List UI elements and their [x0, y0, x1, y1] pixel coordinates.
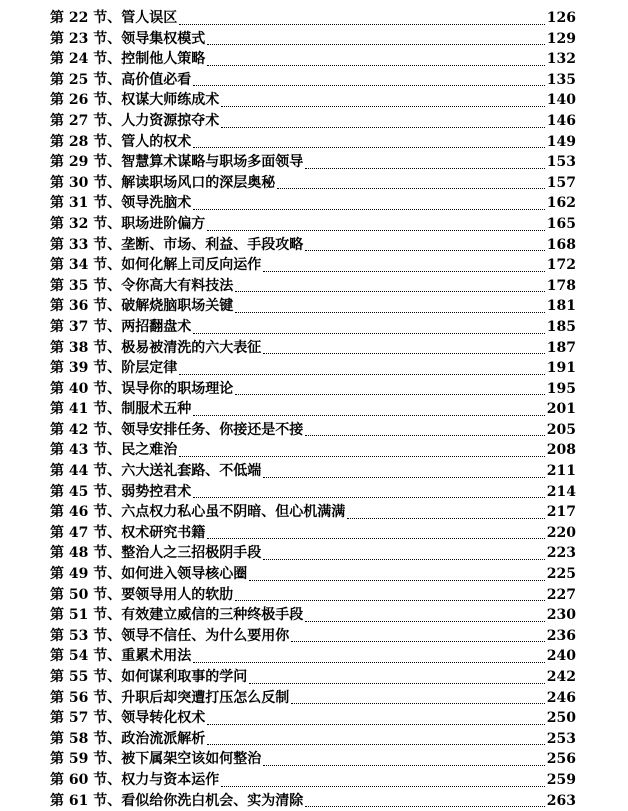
- toc-entry-title: 第 61 节、看似给你洗白机会、实为清除: [50, 792, 304, 809]
- dot-leader: [207, 743, 545, 745]
- toc-entry-page-number: 181: [546, 298, 576, 315]
- toc-entry-page-number: 187: [546, 339, 576, 356]
- toc-entry-title: 第 24 节、控制他人策略: [50, 51, 206, 68]
- toc-entry-page-number: 223: [546, 545, 576, 562]
- dot-leader: [193, 414, 545, 416]
- toc-entry-title: 第 42 节、领导安排任务、你接还是不接: [50, 421, 304, 438]
- toc-entry-title: 第 32 节、职场进阶偏方: [50, 215, 206, 232]
- toc-entry[interactable]: [50, 708, 576, 729]
- toc-entry-title: 第 34 节、如何化解上司反向运作: [50, 257, 262, 274]
- toc-entry-title: 第 49 节、如何进入领导核心圈: [50, 566, 248, 583]
- toc-entry-page-number: 227: [546, 586, 576, 603]
- dot-leader: [193, 84, 545, 86]
- toc-entry-page-number: 168: [546, 236, 576, 253]
- toc-entry-page-number: 185: [546, 318, 576, 335]
- toc-entry-page-number: 140: [546, 92, 576, 109]
- toc-entry-page-number: 195: [546, 380, 576, 397]
- dot-leader: [305, 620, 545, 622]
- toc-entry[interactable]: [50, 626, 576, 647]
- toc-entry[interactable]: [50, 132, 576, 153]
- toc-entry-title: 第 40 节、误导你的职场理论: [50, 380, 234, 397]
- toc-entry-page-number: 253: [546, 730, 576, 747]
- dot-leader: [305, 249, 545, 251]
- dot-leader: [263, 764, 545, 766]
- toc-entry-title: 第 43 节、民之难治: [50, 442, 178, 459]
- toc-entry[interactable]: [50, 791, 576, 811]
- toc-entry[interactable]: [50, 688, 576, 709]
- dot-leader: [193, 146, 545, 148]
- dot-leader: [249, 579, 545, 581]
- toc-entry-page-number: 246: [546, 689, 576, 706]
- dot-leader: [207, 43, 545, 45]
- dot-leader: [249, 682, 545, 684]
- toc-entry[interactable]: [50, 646, 576, 667]
- toc-entry-title: 第 58 节、政治流派解析: [50, 730, 206, 747]
- dot-leader: [179, 455, 545, 457]
- toc-entry-page-number: 240: [546, 648, 576, 665]
- toc-entry-page-number: 126: [546, 10, 576, 26]
- toc-entry-page-number: 250: [546, 710, 576, 727]
- toc-entry-page-number: 165: [546, 215, 576, 232]
- toc-entry-page-number: 217: [546, 504, 576, 521]
- toc-entry-page-number: 157: [546, 174, 576, 191]
- toc-entry-title: 第 46 节、六点权力私心虽不阴暗、但心机满满: [50, 504, 346, 521]
- toc-entry-title: 第 51 节、有效建立威信的三种终极手段: [50, 607, 304, 624]
- dot-leader: [179, 23, 545, 25]
- toc-entry-page-number: 162: [546, 195, 576, 212]
- toc-entry-title: 第 59 节、被下属架空该如何整治: [50, 751, 262, 768]
- toc-entry-title: 第 27 节、人力资源掠夺术: [50, 112, 220, 129]
- dot-leader: [207, 723, 545, 725]
- dot-leader: [193, 496, 545, 498]
- toc-entry-page-number: 153: [546, 154, 576, 171]
- toc-entry-page-number: 208: [546, 442, 576, 459]
- toc-entry-title: 第 36 节、破解烧脑职场关键: [50, 298, 234, 315]
- dot-leader: [221, 105, 545, 107]
- toc-entry-page-number: 214: [546, 483, 576, 500]
- toc-entry[interactable]: [50, 338, 576, 359]
- toc-entry-page-number: 135: [546, 71, 576, 88]
- toc-entry-page-number: 263: [546, 792, 576, 809]
- toc-entry[interactable]: [50, 317, 576, 338]
- toc-entry[interactable]: [50, 399, 576, 420]
- dot-leader: [207, 64, 545, 66]
- toc-entry[interactable]: [50, 605, 576, 626]
- toc-entry-page-number: 132: [546, 51, 576, 68]
- toc-entry[interactable]: [50, 255, 576, 276]
- toc-entry-title: 第 44 节、六大送礼套路、不低端: [50, 463, 262, 480]
- toc-entry-page-number: 146: [546, 112, 576, 129]
- toc-entry-title: 第 55 节、如何谋利取事的学问: [50, 669, 248, 685]
- toc-entry[interactable]: [50, 379, 576, 400]
- table-of-contents: [50, 8, 576, 811]
- toc-entry-title: 第 22 节、管人误区: [50, 10, 178, 26]
- toc-entry-title: 第 56 节、升职后却突遭打压怎么反制: [50, 689, 290, 706]
- toc-entry-title: 第 41 节、制服术五种: [50, 401, 192, 418]
- toc-entry[interactable]: [50, 523, 576, 544]
- toc-entry[interactable]: [50, 502, 576, 523]
- dot-leader: [235, 290, 545, 292]
- dot-leader: [179, 373, 545, 375]
- toc-entry[interactable]: [50, 214, 576, 235]
- toc-entry-title: 第 26 节、权谋大师练成术: [50, 92, 220, 109]
- toc-entry-title: 第 25 节、高价值必看: [50, 71, 192, 88]
- dot-leader: [235, 393, 545, 395]
- toc-entry-title: 第 33 节、垄断、市场、利益、手段攻略: [50, 236, 304, 253]
- dot-leader: [193, 332, 545, 334]
- dot-leader: [235, 311, 545, 313]
- toc-entry[interactable]: [50, 667, 576, 688]
- toc-entry[interactable]: [50, 461, 576, 482]
- toc-entry-title: 第 30 节、解读职场风口的深层奥秘: [50, 174, 276, 191]
- toc-entry[interactable]: [50, 235, 576, 256]
- dot-leader: [207, 229, 545, 231]
- dot-leader: [263, 352, 545, 354]
- toc-entry-title: 第 47 节、权术研究书籍: [50, 524, 206, 541]
- toc-entry[interactable]: [50, 296, 576, 317]
- toc-entry-title: 第 28 节、管人的权术: [50, 133, 192, 150]
- dot-leader: [291, 640, 545, 642]
- toc-entry[interactable]: [50, 70, 576, 91]
- toc-entry-page-number: 256: [546, 751, 576, 768]
- toc-entry-title: 第 45 节、弱势控君术: [50, 483, 192, 500]
- dot-leader: [277, 187, 545, 189]
- toc-entry-page-number: 191: [546, 360, 576, 377]
- toc-entry-page-number: 178: [546, 277, 576, 294]
- toc-entry[interactable]: [50, 90, 576, 111]
- dot-leader: [193, 208, 545, 210]
- toc-entry[interactable]: [50, 111, 576, 132]
- dot-leader: [235, 599, 545, 601]
- toc-entry-page-number: 149: [546, 133, 576, 150]
- toc-entry-title: 第 39 节、阶层定律: [50, 360, 178, 377]
- toc-entry[interactable]: [50, 749, 576, 770]
- toc-entry-page-number: 242: [546, 669, 576, 685]
- toc-entry-title: 第 54 节、重累术用法: [50, 648, 192, 665]
- toc-entry-page-number: 230: [546, 607, 576, 624]
- toc-entry-title: 第 48 节、整治人之三招极阴手段: [50, 545, 262, 562]
- dot-leader: [207, 537, 545, 539]
- toc-entry-title: 第 50 节、要领导用人的软肋: [50, 586, 234, 603]
- toc-entry[interactable]: [50, 440, 576, 461]
- toc-entry[interactable]: [50, 276, 576, 297]
- toc-entry[interactable]: [50, 482, 576, 503]
- toc-entry-title: 第 57 节、领导转化权术: [50, 710, 206, 727]
- toc-entry-page-number: 220: [546, 524, 576, 541]
- toc-entry-page-number: 236: [546, 627, 576, 644]
- dot-leader: [263, 270, 545, 272]
- toc-entry-page-number: 211: [546, 463, 576, 480]
- dot-leader: [305, 434, 545, 436]
- toc-entry-page-number: 172: [546, 257, 576, 274]
- toc-entry[interactable]: [50, 29, 576, 50]
- toc-entry-page-number: 201: [546, 401, 576, 418]
- dot-leader: [221, 785, 545, 787]
- toc-entry[interactable]: [50, 729, 576, 750]
- dot-leader: [263, 476, 545, 478]
- toc-entry[interactable]: [50, 770, 576, 791]
- toc-entry-title: 第 31 节、领导洗脑术: [50, 195, 192, 212]
- dot-leader: [291, 702, 545, 704]
- toc-entry-title: 第 35 节、令你高大有料技法: [50, 277, 234, 294]
- toc-entry[interactable]: [50, 173, 576, 194]
- toc-entry[interactable]: [50, 8, 576, 29]
- toc-entry[interactable]: [50, 358, 576, 379]
- dot-leader: [221, 126, 545, 128]
- toc-entry[interactable]: [50, 193, 576, 214]
- dot-leader: [347, 517, 545, 519]
- toc-entry-title: 第 38 节、极易被清洗的六大表征: [50, 339, 262, 356]
- toc-entry-title: 第 29 节、智慧算术谋略与职场多面领导: [50, 154, 304, 171]
- dot-leader: [305, 805, 545, 807]
- toc-entry-page-number: 129: [546, 30, 576, 47]
- dot-leader: [263, 558, 545, 560]
- toc-entry-title: 第 53 节、领导不信任、为什么要用你: [50, 627, 290, 644]
- toc-entry[interactable]: [50, 420, 576, 441]
- toc-entry[interactable]: [50, 543, 576, 564]
- toc-entry[interactable]: [50, 49, 576, 70]
- toc-entry-title: 第 60 节、权力与资本运作: [50, 771, 220, 788]
- dot-leader: [193, 661, 545, 663]
- toc-entry-page-number: 205: [546, 421, 576, 438]
- toc-entry-title: 第 37 节、两招翻盘术: [50, 318, 192, 335]
- toc-entry-title: 第 23 节、领导集权模式: [50, 30, 206, 47]
- toc-entry[interactable]: [50, 585, 576, 606]
- toc-entry[interactable]: [50, 152, 576, 173]
- toc-entry-page-number: 259: [546, 771, 576, 788]
- dot-leader: [305, 167, 545, 169]
- toc-entry-page-number: 225: [546, 566, 576, 583]
- toc-entry[interactable]: [50, 564, 576, 585]
